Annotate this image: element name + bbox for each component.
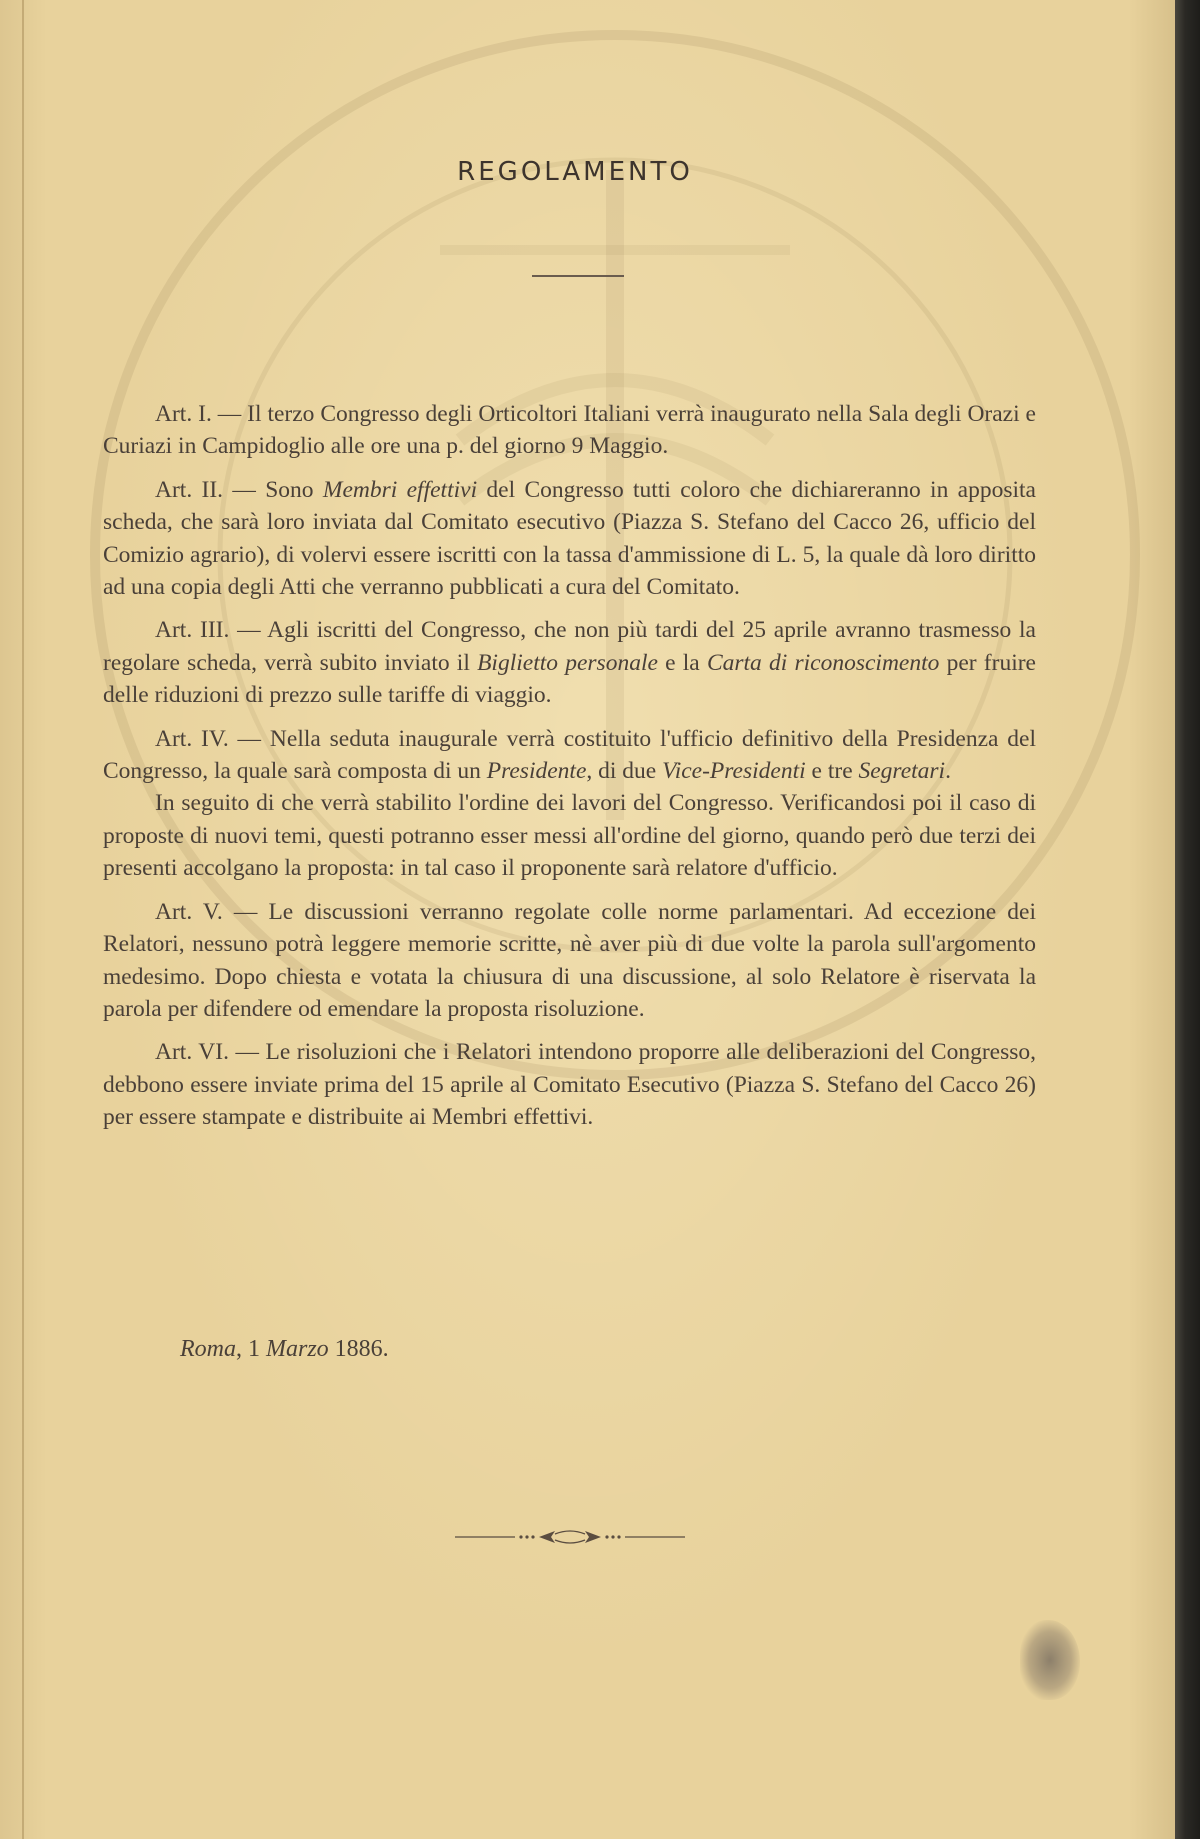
ornament-divider <box>455 1522 685 1552</box>
article-text: — Le discussioni verranno regolate colle norme parlamentari. Ad eccezione dei Relatori, nessuno potrà leggere memorie scritte, nè aver più di due volte la parola sull'argomento medesimo. Dopo chiesta e votata la chiusura di una discussione, al solo Relatore è riservata la parola per difendere od emendare la proposta risoluzione. <box>103 898 1036 1022</box>
scan-edge <box>1175 0 1200 1839</box>
article-emphasis: Presidente <box>486 758 587 785</box>
article-emphasis: Vice-Presidenti <box>662 758 806 785</box>
article-paragraph <box>103 896 1036 1026</box>
dateline-month: Marzo <box>266 1336 329 1362</box>
article-text: e la <box>657 649 707 676</box>
document-title: REGOLAMENTO <box>457 157 693 187</box>
article-text: — Sono <box>223 476 323 503</box>
dateline <box>180 1336 389 1363</box>
article-label: Art. II. <box>155 476 224 503</box>
fold-line <box>22 0 24 1839</box>
article-text: del Congresso tutti coloro che dichiareranno in apposita scheda, che sarà loro inviata dal Comitato esecutivo (Piazza S. Stefano del Cacco 26, ufficio del Comizio agrario), di volervi essere iscritti con la tassa d'ammissione di L. 5, la quale dà loro diritto ad una copia degli Atti che verranno pubblicati a cura del Comitato. <box>103 476 1036 601</box>
article-emphasis: Biglietto personale <box>477 649 658 676</box>
article-paragraph <box>103 1036 1036 1133</box>
regulation-body <box>103 398 1036 1145</box>
article-emphasis: Carta di riconoscimento <box>706 649 940 676</box>
article-continuation: In seguito di che verrà stabilito l'ordine dei lavori del Congresso. Verificandosi poi il caso di proposte di nuovi temi, questi potranno esser messi all'ordine del giorno, quando però due terzi dei presenti accolgano la proposta: in tal caso il proponente sarà relatore d'ufficio. <box>103 790 1036 882</box>
article-paragraph <box>103 398 1036 463</box>
article-label: Art. III. <box>155 617 230 644</box>
article-text: , di due <box>586 758 663 785</box>
article-emphasis: Segretari <box>858 758 946 785</box>
article-text: e tre <box>805 758 859 785</box>
dateline-year: 1886. <box>328 1336 389 1362</box>
article-text: — Nella seduta inaugurale verrà costituito l'ufficio definitivo della Presidenza del Congresso, la quale sarà composta di un <box>103 725 1036 785</box>
article-text: — Agli iscritti del Congresso, che non più tardi del 25 aprile avranno trasmesso la regolare scheda, verrà subito inviato il <box>103 617 1036 676</box>
title-rule <box>532 275 624 277</box>
article-paragraph <box>103 614 1036 711</box>
article-label: Art. I. <box>155 401 212 427</box>
dateline-place: Roma <box>180 1336 236 1362</box>
article-text: per fruire delle riduzioni di prezzo sulle tariffe di viaggio. <box>103 649 1036 709</box>
article-text: . <box>945 758 951 785</box>
article-label: Art. V. <box>155 898 223 925</box>
article-paragraph <box>103 474 1036 604</box>
article-text: — Le risoluzioni che i Relatori intendono proporre alle deliberazioni del Congresso, debbono essere inviate prima del 15 aprile al Comitato Esecutivo (Piazza S. Stefano del Cacco 26) per essere stampate e distribuite ai Membri effettivi. <box>103 1039 1036 1131</box>
article-label: Art. VI. <box>155 1039 229 1066</box>
article-text: — Il terzo Congresso degli Orticoltori Italiani verrà inaugurato nella Sala degli Orazi e Curiazi in Campidoglio alle ore una p. del giorno 9 Maggio. <box>103 401 1036 460</box>
dateline-day: , 1 <box>236 1336 266 1362</box>
article-label: Art. IV. <box>155 725 229 752</box>
article-emphasis: Membri effettivi <box>322 476 478 503</box>
paper-stain <box>1020 1620 1080 1700</box>
article-paragraph <box>103 723 1036 788</box>
